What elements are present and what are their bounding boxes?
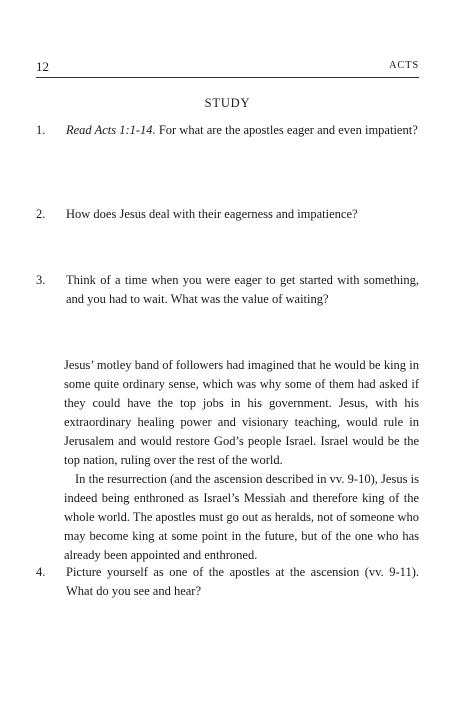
question-number: 1. [36, 123, 46, 137]
question-4 [36, 563, 419, 601]
question-number: 4. [36, 565, 46, 579]
page-number: 12 [36, 59, 49, 74]
commentary-paragraph: Jesus’ motley band of followers had imagined that he would be king in some quite ordinary sense, which was why some of them had asked if they could have the top jobs in his government. Jesus, with his extraordinary healing power and visionary teaching, would rule in Jerusalem and would restore God’s people Israel. Israel would be the top nation, ruling over the rest of the world. [64, 358, 419, 467]
running-head [36, 59, 419, 78]
commentary [64, 356, 419, 565]
question-text: How does Jesus deal with their eagerness and impatience? [66, 207, 358, 221]
question-text [66, 121, 419, 140]
scripture-reference: Read Acts 1:1-14. [66, 123, 156, 137]
section-title: STUDY [204, 96, 251, 110]
commentary-paragraph: In the resurrection (and the ascension described in vv. 9-10), Jesus is indeed being enthroned as Israel’s Messiah and therefore king of the whole world. The apostles must go out as heralds, not of someone who may become king at some point in the future, but of the one who has already been appointed and enthroned. [64, 472, 419, 562]
question-number: 2. [36, 207, 46, 221]
running-title: ACTS [388, 60, 419, 71]
question-text: Think of a time when you were eager to get started with something, and you had to wait. What was the value of waiting? [66, 273, 419, 306]
question-1 [36, 121, 419, 140]
question-body: For what are the apostles eager and even impatient? [155, 123, 418, 137]
question-number: 3. [36, 273, 46, 287]
question-text: Picture yourself as one of the apostles at the ascension (vv. 9-11). What do you see and hear? [66, 565, 419, 598]
question-3 [36, 271, 419, 309]
question-2 [36, 205, 419, 224]
